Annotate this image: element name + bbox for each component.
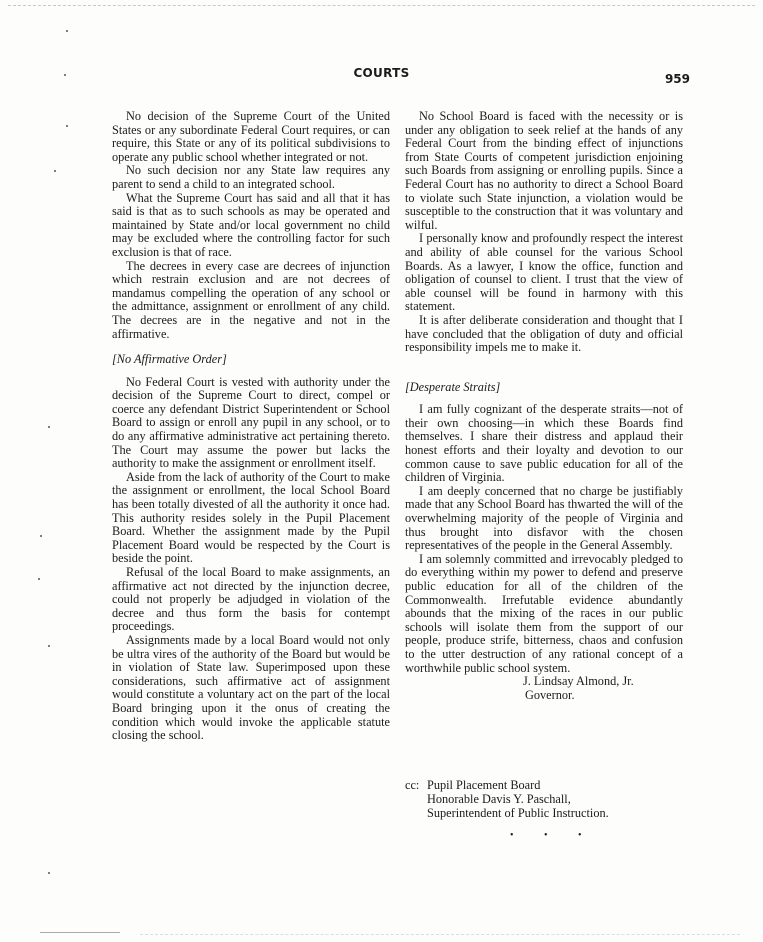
top-edge-rule [8, 5, 755, 6]
scan-speck [38, 578, 40, 580]
paragraph: Refusal of the local Board to make assignments, an affirmative act not directed by the injunction decree, could not properly be adjudged in violation of the decree and thus form the basis for contempt proceedings. [112, 565, 390, 634]
paragraph: No decision of the Supreme Court of the United States or any subordinate Federal Court requires, or can require, this State or any of its political subdivisions to operate any public school whether integrated or not. [112, 109, 390, 164]
scan-speck [64, 74, 66, 76]
scan-speck [66, 125, 68, 127]
signature-name: J. Lindsay Almond, Jr. [523, 674, 634, 689]
scan-speck [48, 426, 50, 428]
paragraph: I am deeply concerned that no charge be justifiably made that any School Board has thwarted the will of the overwhelming majority of the people of Virginia and thus brought into disfavor with the chosen representatives of the people in the General Assembly. [405, 483, 683, 553]
running-head-title: COURTS [353, 66, 410, 80]
cc-label: cc: [405, 778, 420, 792]
cc-recipient: Pupil Placement Board [427, 778, 541, 792]
paragraph: I am solemnly committed and irrevocably pledged to do everything within my power to defend and preserve public education for all of the children of the Commonwealth. Irrefutable evidence abundantly abounds that the mixing of the races in our public schools will isolate them from the support of our people, produce strife, bitterness, chaos and confusion to the utter destruction of any rational concept of a worthwhile public school system. [405, 551, 683, 675]
paragraph: No such decision nor any State law requires any parent to send a child to an integrated school. [112, 163, 390, 191]
scan-speck [48, 872, 50, 874]
paragraph: I personally know and profoundly respect the interest and ability of able counsel for the various School Boards. As a lawyer, I know the office, function and obligation of counsel to client. I trust that the view of able counsel will be found in harmony with this statement. [405, 231, 683, 314]
section-heading-no-affirmative-order: [No Affirmative Order] [112, 352, 227, 367]
paragraph: No School Board is faced with the necessity or is under any obligation to seek relief at the hands of any Federal Court from the binding effect of injunctions from State Courts of competent jurisdiction enjoining such Boards from assigning or enrolling pupils. Since a Federal Court has no authority to direct a School Board to violate such State injunction, a violation would be susceptible to the construction that it was voluntary and wilful. [405, 109, 683, 232]
scan-speck [48, 645, 50, 647]
cc-line-1 [405, 779, 609, 793]
signature-title: Governor. [525, 687, 575, 702]
left-column [112, 110, 390, 743]
section-heading-desperate-straits: [Desperate Straits] [405, 379, 501, 394]
closing-ornament: • • • [510, 830, 596, 841]
paragraph: It is after deliberate consideration and thought that I have concluded that the obligation of duty and official responsibility impels me to make it. [405, 312, 683, 355]
bottom-edge-rule [140, 934, 740, 935]
paragraph: What the Supreme Court has said and all that it has said is that as to such schools as may be operated and maintained by State and/or local government no child may be excluded where the controlling factor for such exclusion is that of race. [112, 190, 390, 259]
page-number: 959 [664, 72, 690, 86]
cc-recipient: Superintendent of Public Instruction. [427, 805, 609, 820]
scan-speck [66, 30, 68, 32]
cc-block [405, 779, 609, 820]
paragraph: I am fully cognizant of the desperate straits—not of their own choosing—in which these Boards find themselves. I share their distress and applaud their honest efforts and their loyalty and devotion to our common cause to save public education for all of the children of Virginia. [405, 402, 683, 485]
paragraph: Aside from the lack of authority of the Court to make the assignment or enrollment, the local School Board has been totally divested of all the authority it once had. This authority resides solely in the Pupil Placement Board. Whether the assignment made by the Pupil Placement Board would be respected by the Court is beside the point. [112, 469, 390, 566]
scan-speck [40, 535, 42, 537]
scan-speck [54, 170, 56, 172]
cc-recipient: Honorable Davis Y. Paschall, [427, 791, 571, 806]
paragraph: The decrees in every case are decrees of injunction which restrain exclusion and are not decrees of mandamus compelling the operation of any school or the admittance, assignment or enrollment of any child. The decrees are in the negative and not in the affirmative. [112, 258, 390, 341]
paragraph: Assignments made by a local Board would not only be ultra vires of the authority of the Board but would be in violation of State law. Superimposed upon these considerations, such affirmative act of assignment would constitute a voluntary act on the part of the local Board bringing upon it the onus of creating the condition which would invoke the applicable statute closing the school. [112, 632, 390, 743]
bottom-edge-rule [40, 932, 120, 933]
paragraph: No Federal Court is vested with authority under the decision of the Supreme Court to direct, compel or coerce any defendant District Superintendent or School Board to assign or enroll any pupil in any school, or to do any affirmative administrative act pertaining thereto. The Court may assume the power but lacks the authority to make the assignment or enrollment itself. [112, 374, 390, 471]
right-column [405, 110, 683, 702]
